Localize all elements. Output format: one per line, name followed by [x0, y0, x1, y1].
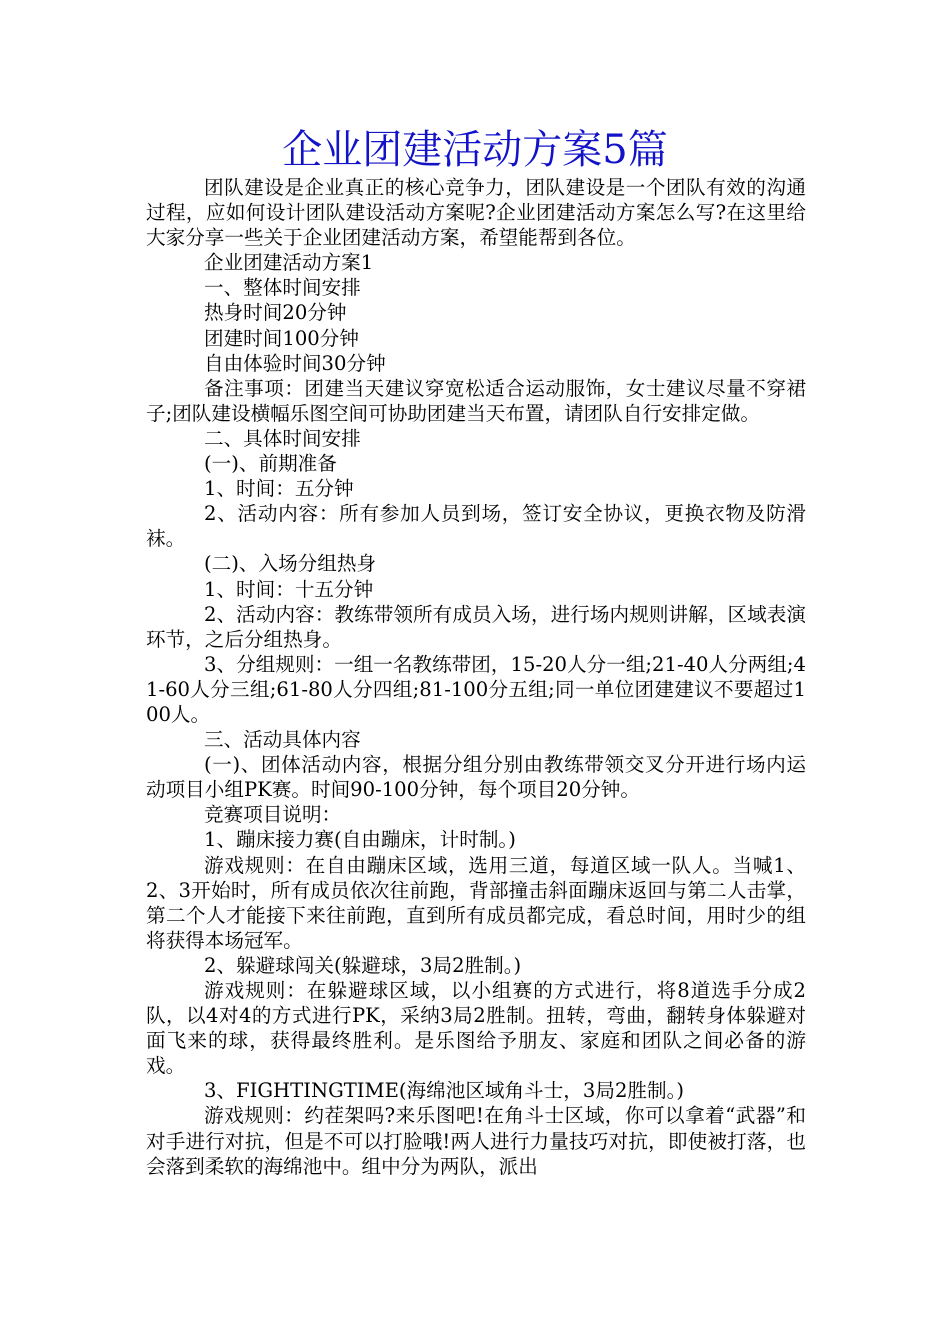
- list-item: 2、活动内容：所有参加人员到场，签订安全协议，更换衣物及防滑袜。: [146, 502, 806, 551]
- subsection-heading: (一)、前期准备: [204, 452, 337, 476]
- schedule-item: 团建时间100分钟: [204, 326, 359, 350]
- list-item: 3、分组规则：一组一名教练带团，15-20人分一组;21-40人分两组;41-60人分三组;61-80人分四组;81-100分五组;同一单位团建建议不要超过100人。: [146, 652, 806, 726]
- schedule-item: 自由体验时间30分钟: [204, 351, 386, 375]
- body-paragraph: (一)、团体活动内容，根据分组分别由教练带领交叉分开进行场内运动项目小组PK赛。时间90-100分钟，每个项目20分钟。: [146, 753, 806, 802]
- rules-paragraph: 游戏规则：约茬架吗?来乐图吧!在角斗士区域，你可以拿着“武器”和对手进行对抗，但是不可以打脸哦!两人进行力量技巧对抗，即使被打落，也会落到柔软的海绵池中。组中分为两队，派出: [146, 1104, 806, 1178]
- schedule-item: 热身时间20分钟: [204, 301, 347, 325]
- list-item: 1、时间：十五分钟: [204, 577, 374, 601]
- list-item: 1、时间：五分钟: [204, 477, 354, 501]
- section-heading: 一、整体时间安排: [204, 276, 361, 300]
- rules-paragraph: 游戏规则：在躲避球区域，以小组赛的方式进行，将8道选手分成2队，以4对4的方式进行PK，采纳3局2胜制。扭转，弯曲，翻转身体躲避对面飞来的球，获得最终胜利。是乐图给予朋友、家庭和团队之间必备的游戏。: [146, 979, 806, 1078]
- list-item: 3、FIGHTINGTIME(海绵池区域角斗士，3局2胜制。): [204, 1079, 685, 1103]
- subsection-heading: 竞赛项目说明：: [204, 803, 342, 827]
- rules-paragraph: 游戏规则：在自由蹦床区域，选用三道，每道区域一队人。当喊1、2、3开始时，所有成员依次往前跑，背部撞击斜面蹦床返回与第二人击掌，第二个人才能接下来往前跑，直到所有成员都完成，看总时间，用时少的组将获得本场冠军。: [146, 853, 806, 952]
- section-heading: 三、活动具体内容: [204, 728, 361, 752]
- list-item: 2、活动内容：教练带领所有成员入场，进行场内规则讲解，区域表演环节，之后分组热身。: [146, 602, 806, 651]
- list-item: 2、躲避球闯关(躲避球，3局2胜制。): [204, 953, 522, 977]
- intro-paragraph: 团队建设是企业真正的核心竞争力，团队建设是一个团队有效的沟通过程，应如何设计团队建设活动方案呢?企业团建活动方案怎么写?在这里给大家分享一些关于企业团建活动方案，希望能帮到各位。: [146, 176, 806, 250]
- subsection-heading: (二)、入场分组热身: [204, 552, 377, 576]
- document-title: 企业团建活动方案5篇: [282, 127, 668, 173]
- section-heading: 二、具体时间安排: [204, 426, 361, 450]
- section-heading: 企业团建活动方案1: [204, 251, 374, 275]
- notes-paragraph: 备注事项：团建当天建议穿宽松适合运动服饰，女士建议尽量不穿裙子;团队建设横幅乐图空间可协助团建当天布置，请团队自行安排定做。: [146, 376, 806, 425]
- document-body: [146, 175, 806, 1179]
- list-item: 1、蹦床接力赛(自由蹦床，计时制。): [204, 828, 516, 852]
